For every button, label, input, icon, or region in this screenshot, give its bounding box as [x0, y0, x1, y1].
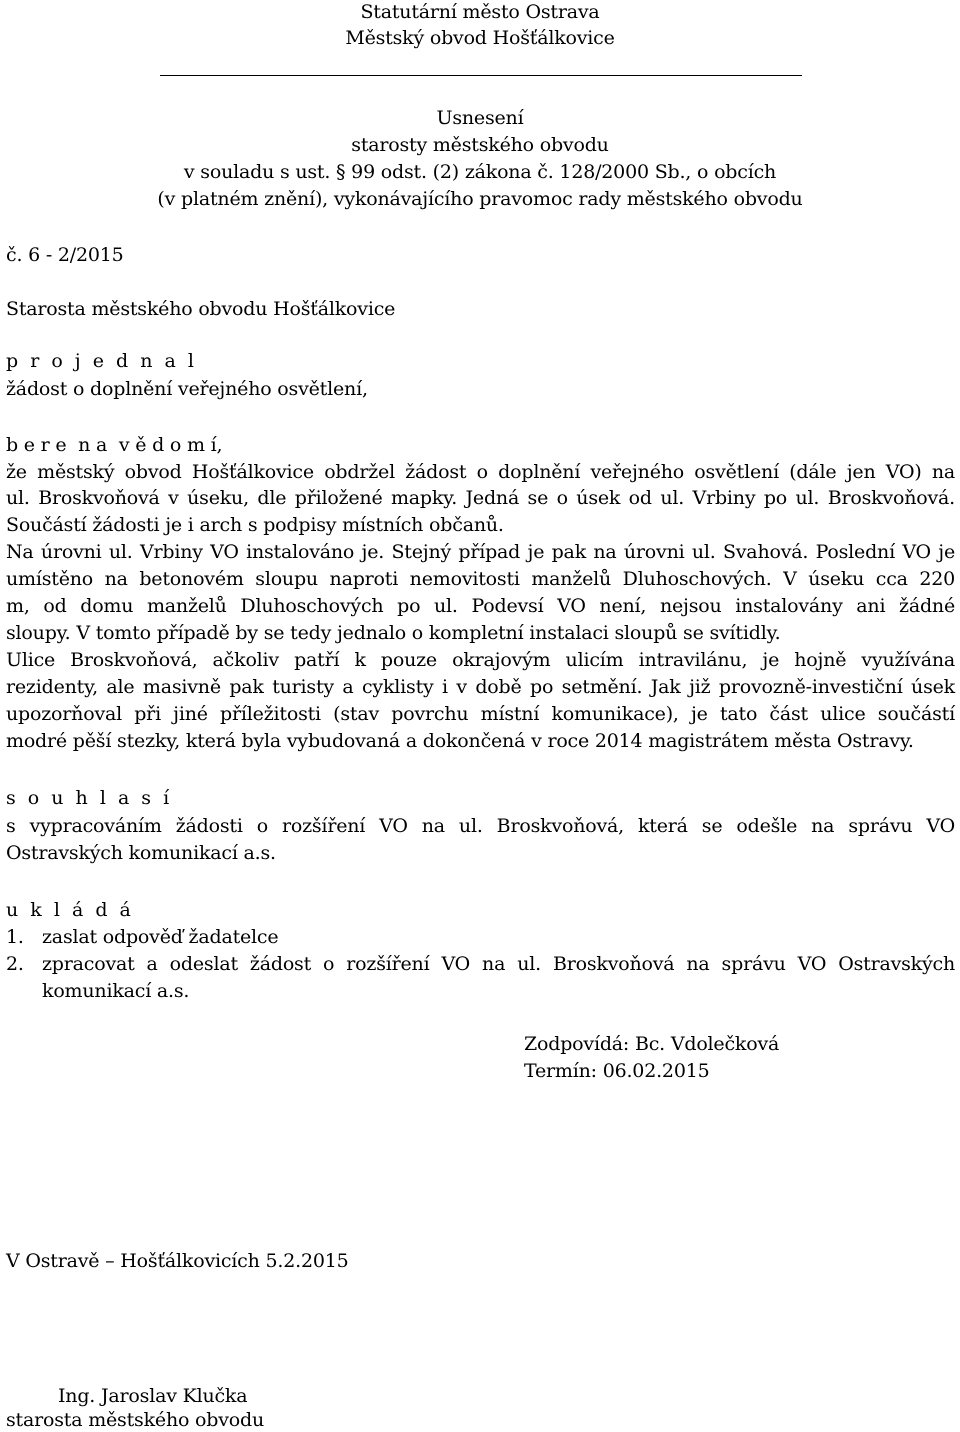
bere-line: modré pěší stezky, která byla vybudovaná a dokončená v roce 2014 magistrátem města Ostravy.: [6, 730, 914, 752]
task-text-continued: komunikací a.s.: [42, 980, 190, 1002]
keyword-projednal: p r o j e d n a l: [6, 350, 197, 372]
resolution-subtitle: starosty městského obvodu: [351, 134, 609, 156]
keyword-uklada: u k l á d á: [6, 899, 134, 921]
bere-line: umístěno na betonovém sloupu naproti nemovitosti manželů Dluhoschových. V úseku cca 220: [6, 568, 955, 590]
header-city: Statutární město Ostrava: [360, 1, 600, 23]
bere-line: ul. Broskvoňová v úseku, dle přiložené mapky. Jedná se o úsek od ul. Vrbiny po ul. Broskvoňová.: [6, 487, 955, 509]
resolution-title: Usnesení: [436, 107, 524, 129]
bere-line: Na úrovni ul. Vrbiny VO instalováno je. Stejný případ je pak na úrovni ul. Svahová. Poslední VO je: [6, 541, 955, 563]
responsible-person: Zodpovídá: Bc. Vdolečková: [524, 1033, 780, 1055]
bere-line: sloupy. V tomto případě by se tedy jednalo o kompletní instalaci sloupů se svítidly.: [6, 622, 781, 644]
bere-line: rezidenty, ale masivně pak turisty a cyklisty i v době po setmění. Jak již provozně-investiční úsek: [6, 676, 955, 698]
deadline: Termín: 06.02.2015: [524, 1060, 710, 1082]
signatory-name: Ing. Jaroslav Klučka: [58, 1385, 248, 1407]
signatory-role: starosta městského obvodu: [6, 1409, 265, 1431]
bere-line: že městský obvod Hošťálkovice obdržel žádost o doplnění veřejného osvětlení (dále jen VO) na: [6, 461, 955, 483]
projednal-text: žádost o doplnění veřejného osvětlení,: [6, 378, 368, 400]
souhlasi-line: Ostravských komunikací a.s.: [6, 842, 276, 864]
header-divider: [160, 75, 802, 76]
header-district: Městský obvod Hošťálkovice: [345, 27, 615, 49]
bere-line: Ulice Broskvoňová, ačkoliv patří k pouze okrajovým ulicím intravilánu, je hojně využívána: [6, 649, 955, 671]
task-text: zpracovat a odeslat žádost o rozšíření VO na ul. Broskvoňová na správu VO Ostravských: [42, 953, 955, 975]
task-number: 1.: [6, 926, 24, 948]
bere-line: Součástí žádosti je i arch s podpisy místních občanů.: [6, 514, 504, 536]
souhlasi-line: s vypracováním žádosti o rozšíření VO na ul. Broskvoňová, která se odešle na správu VO: [6, 815, 955, 837]
place-date: V Ostravě – Hošťálkovicích 5.2.2015: [6, 1250, 349, 1272]
resolution-legal-basis: v souladu s ust. § 99 odst. (2) zákona č. 128/2000 Sb., o obcích: [183, 161, 777, 183]
keyword-bere-na-vedomi: b e r e n a v ě d o m í,: [6, 434, 223, 456]
task-text: zaslat odpověď žadatelce: [42, 926, 279, 948]
task-number: 2.: [6, 953, 24, 975]
resolution-number: č. 6 - 2/2015: [6, 244, 124, 266]
bere-line: upozorňoval při jiné příležitosti (stav povrchu místní komunikace), je tato část ulice součástí: [6, 703, 955, 725]
resolution-legal-basis-2: (v platném znění), vykonávajícího pravomoc rady městského obvodu: [157, 188, 803, 210]
bere-line: m, od domu manželů Dluhoschových po ul. Podevsí VO není, nejsou instalovány ani žádné: [6, 595, 955, 617]
resolution-subject: Starosta městského obvodu Hošťálkovice: [6, 298, 396, 320]
keyword-souhlasi: s o u h l a s í: [6, 787, 173, 809]
